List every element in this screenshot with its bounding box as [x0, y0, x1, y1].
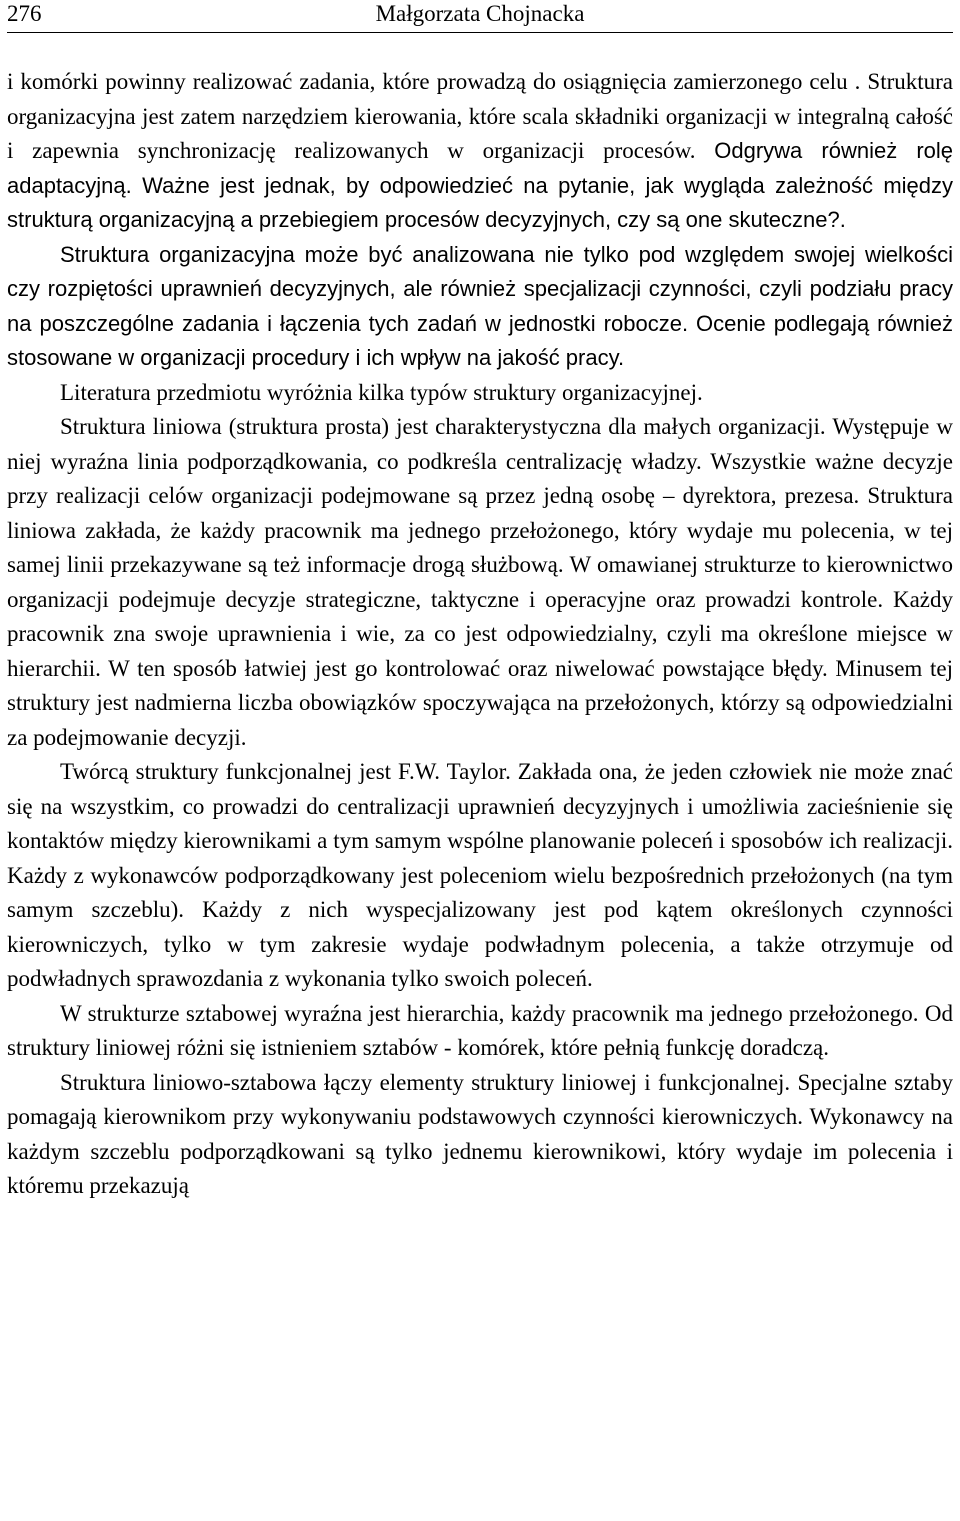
- paragraph-1-sans-part: Odgrywa również rolę adaptacyjną. Ważne jest jednak, by odpowiedzieć na pytanie, jak wygląda zależność między strukturą organizacyjną a przebiegiem procesów decyzyjnych, czy są one skuteczne?.: [7, 138, 953, 232]
- page-header: [7, 0, 953, 33]
- paragraph-4: Struktura liniowa (struktura prosta) jest charakterystyczna dla małych organizacji. Występuje w niej wyraźna linia podporządkowania, co podkreśla centralizację władzy. Wszystkie ważne decyzje przy realizacji celów organizacji podejmowane są przez jedną osobę – dyrektora, prezesa. Struktura liniowa zakłada, że każdy pracownik ma jednego przełożonego, który wydaje mu polecenia, w tej samej linii przekazywane są też informacje drogą służbową. W omawianej strukturze to kierownictwo organizacji podejmuje decyzje strategiczne, taktyczne i operacyjne oraz prowadzi kontrole. Każdy pracownik zna swoje uprawnienia i wie, za co jest odpowiedzialny, czyli ma określone miejsce w hierarchii. W ten sposób łatwiej jest go kontrolować oraz niwelować powstające błędy. Minusem tej struktury jest nadmierna liczba obowiązków spoczywająca na przełożonych, którzy są odpowiedzialni za podejmowanie decyzji.: [7, 414, 953, 750]
- page-number: 276: [7, 1, 42, 26]
- paragraph-7: Struktura liniowo-sztabowa łączy elementy struktury liniowej i funkcjonalnej. Specjalne sztaby pomagają kierownikom przy wykonywaniu podstawowych czynności kierowniczych. Wykonawcy na każdym szczeblu podporządkowani są tylko jednemu kierownikowi, który wydaje im polecenia i któremu przekazują: [7, 1069, 953, 1198]
- paragraph-6: W strukturze sztabowej wyraźna jest hierarchia, każdy pracownik ma jednego przełożonego. Od struktury liniowej różni się istnieniem sztabów - komórek, które pełnią funkcję doradczą.: [7, 1000, 953, 1060]
- body-text: [7, 65, 953, 1204]
- paragraph-1-serif-part: i komórki powinny realizować zadania, które prowadzą do osiągnięcia zamierzonego celu . Struktura organizacyjna jest zatem narzędziem kierowania, które scala składniki organizacji w integralną całość i zapewnia synchronizację realizowanych w organizacji procesów.: [7, 69, 953, 163]
- paragraph-1: [7, 65, 953, 238]
- paragraph-5: Twórcą struktury funkcjonalnej jest F.W. Taylor. Zakłada ona, że jeden człowiek nie może znać się na wszystkim, co prowadzi do centralizacji uprawnień decyzyjnych i umożliwia zacieśnienie się kontaktów między kierownikami a tym samym wspólne planowanie poleceń i sposobów ich realizacji. Każdy z wykonawców podporządkowany jest poleceniom wielu bezpośrednich przełożonych (na tym samym szczeblu). Każdy z nich wyspecjalizowany jest pod kątem określonych czynności kierowniczych, tylko w tym zakresie wydaje podwładnym polecenia, a także otrzymuje od podwładnych sprawozdania z wykonania tylko swoich poleceń.: [7, 759, 953, 991]
- running-head-author: Małgorzata Chojnacka: [375, 1, 585, 26]
- paragraph-3: Literatura przedmiotu wyróżnia kilka typów struktury organizacyjnej.: [60, 379, 703, 405]
- paragraph-2: Struktura organizacyjna może być analizowana nie tylko pod względem swojej wielkości czy rozpiętości uprawnień decyzyjnych, ale również specjalizacji czynności, czyli podziału pracy na poszczególne zadania i łączenia tych zadań w jednostki robocze. Ocenie podlegają również stosowane w organizacji procedury i ich wpływ na jakość pracy.: [7, 241, 953, 370]
